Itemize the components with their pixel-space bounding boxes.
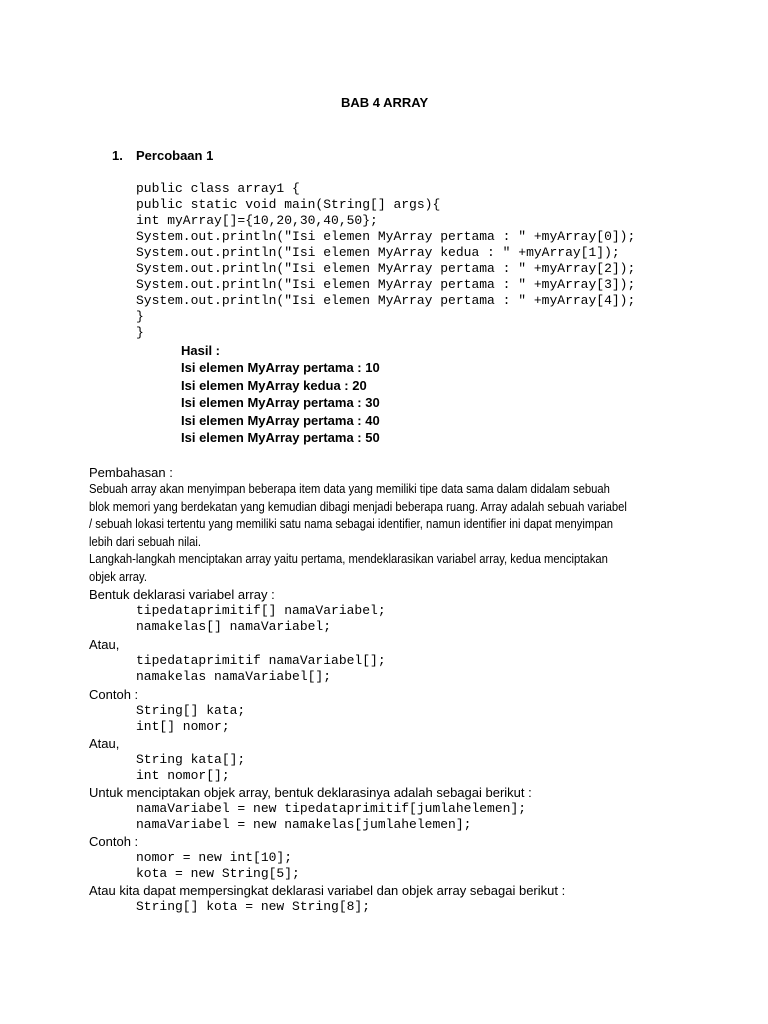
section-heading: Percobaan 1 [136, 148, 214, 163]
code-line: tipedataprimitif[] namaVariabel; [136, 603, 386, 618]
result-line: Isi elemen MyArray pertama : 50 [181, 430, 380, 445]
code-line: String[] kota = new String[8]; [136, 899, 371, 914]
code-line: System.out.println("Isi elemen MyArray pertama : " +myArray[0]); [136, 229, 636, 244]
section-number: 1. [112, 148, 123, 163]
result-label: Hasil : [181, 343, 221, 358]
code-line: namakelas[] namaVariabel; [136, 619, 332, 634]
code-line: System.out.println("Isi elemen MyArray pertama : " +myArray[2]); [136, 261, 636, 276]
result-line: Isi elemen MyArray kedua : 20 [181, 378, 367, 393]
code-line: System.out.println("Isi elemen MyArray pertama : " +myArray[4]); [136, 293, 636, 308]
result-line: Isi elemen MyArray pertama : 30 [181, 395, 380, 410]
discussion-paragraph: Sebuah array akan menyimpan beberapa item data yang memiliki tipe data sama dalam didalam sebuah blok memori yang berdekatan yang kemudian dibagi menjadi beberapa ruang. Array adalah sebuah variabel / sebuah lokasi tertentu yang memiliki satu nama sebagai identifier, namun identifier ini dapat menyimpan lebih dari sebuah nilai. [89, 482, 627, 549]
atau-label: Atau, [89, 736, 120, 751]
code-line: System.out.println("Isi elemen MyArray pertama : " +myArray[3]); [136, 277, 636, 292]
example-label: Contoh : [89, 687, 139, 702]
code-line: namakelas namaVariabel[]; [136, 669, 332, 684]
code-line: namaVariabel = new tipedataprimitif[jumlahelemen]; [136, 801, 527, 816]
code-line: String[] kata; [136, 703, 246, 718]
code-line: nomor = new int[10]; [136, 850, 293, 865]
code-line: int[] nomor; [136, 719, 230, 734]
example-label: Contoh : [89, 834, 139, 849]
code-line: System.out.println("Isi elemen MyArray kedua : " +myArray[1]); [136, 245, 620, 260]
result-line: Isi elemen MyArray pertama : 40 [181, 413, 380, 428]
atau-label: Atau, [89, 637, 120, 652]
code-line: } [136, 309, 144, 324]
code-line: namaVariabel = new namakelas[jumlahelemen]; [136, 817, 472, 832]
result-line: Isi elemen MyArray pertama : 10 [181, 360, 380, 375]
code-line: String kata[]; [136, 752, 246, 767]
declaration-heading: Bentuk deklarasi variabel array : [89, 587, 275, 602]
code-line: int nomor[]; [136, 768, 230, 783]
discussion-paragraph: Langkah-langkah menciptakan array yaitu pertama, mendeklarasikan variabel array, kedua menciptakan objek array. [89, 552, 608, 584]
code-line: public static void main(String[] args){ [136, 197, 441, 212]
code-line: kota = new String[5]; [136, 866, 300, 881]
create-heading: Untuk menciptakan objek array, bentuk deklarasinya adalah sebagai berikut : [89, 785, 532, 800]
shortcut-heading: Atau kita dapat mempersingkat deklarasi variabel dan objek array sebagai berikut : [89, 883, 566, 898]
discussion-heading: Pembahasan : [89, 465, 173, 480]
document-title: BAB 4 ARRAY [341, 95, 429, 110]
code-line: tipedataprimitif namaVariabel[]; [136, 653, 386, 668]
code-line: int myArray[]={10,20,30,40,50}; [136, 213, 378, 228]
code-line: } [136, 325, 144, 340]
code-line: public class array1 { [136, 181, 300, 196]
